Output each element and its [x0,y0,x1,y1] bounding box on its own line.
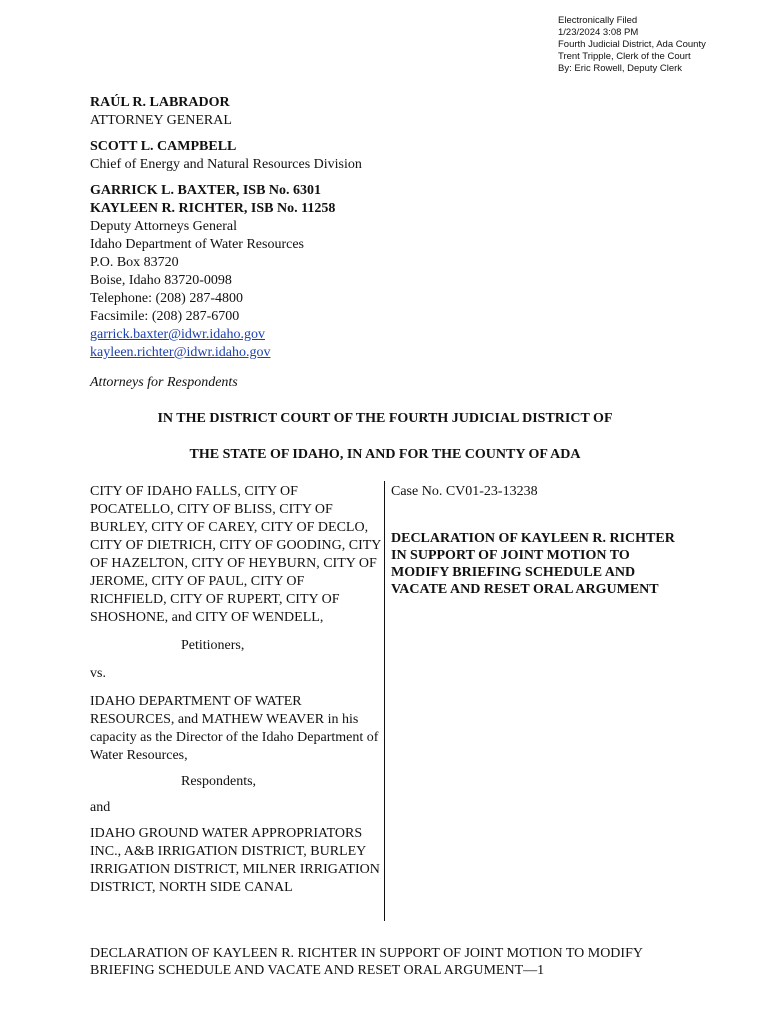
agency-name: Idaho Department of Water Resources [90,237,304,252]
stamp-line: By: Eric Rowell, Deputy Clerk [558,63,683,74]
stamp-line: Trent Tripple, Clerk of the Court [558,51,691,62]
attorney-role: Deputy Attorneys General [90,219,237,234]
division-chief-name: SCOTT L. CAMPBELL [90,139,237,154]
respondents-list: IDAHO DEPARTMENT OF WATER RESOURCES, and MATHEW WEAVER in his capacity as the Director of the Idaho Department of Water Resources, [90,694,379,763]
city-state-zip: Boise, Idaho 83720-0098 [90,273,232,288]
document-title: DECLARATION OF KAYLEEN R. RICHTER IN SUPPORT OF JOINT MOTION TO MODIFY BRIEFING SCHEDULE AND VACATE AND RESET ORAL ARGUMENT [391,531,675,597]
email-link-baxter[interactable]: garrick.baxter@idwr.idaho.gov [90,327,266,342]
petitioners-list: CITY OF IDAHO FALLS, CITY OF POCATELLO, CITY OF BLISS, CITY OF BURLEY, CITY OF CAREY, CITY OF DECLO, CITY OF DIETRICH, CITY OF GOODING, CITY OF HAZELTON, CITY OF HEYBURN, CITY OF JEROME, CITY OF PAUL, CITY OF RICHFIELD, CITY OF RUPERT, CITY OF SHOSHONE, and CITY OF WENDELL, [90,484,381,625]
petitioners-label: Petitioners, [181,638,245,653]
respondents-label: Respondents, [181,774,257,789]
facsimile: Facsimile: (208) 287-6700 [90,309,240,324]
court-heading-line1: IN THE DISTRICT COURT OF THE FOURTH JUDICIAL DISTRICT OF [157,411,613,426]
filing-stamp [558,15,706,75]
attorney-richter: KAYLEEN R. RICHTER, ISB No. 11258 [90,201,336,216]
intervenors-list: IDAHO GROUND WATER APPROPRIATORS INC., A&B IRRIGATION DISTRICT, BURLEY IRRIGATION DISTRICT, MILNER IRRIGATION DISTRICT, NORTH SIDE CANAL [90,826,380,895]
stamp-line: 1/23/2024 3:08 PM [558,27,639,38]
division-chief-title: Chief of Energy and Natural Resources Division [90,157,362,172]
and-separator: and [90,800,111,815]
attorneys-for: Attorneys for Respondents [90,375,238,390]
attorney-general-name: RAÚL R. LABRADOR [90,95,230,110]
attorney-general-title: ATTORNEY GENERAL [90,113,232,128]
page-footer: DECLARATION OF KAYLEEN R. RICHTER IN SUPPORT OF JOINT MOTION TO MODIFY BRIEFING SCHEDULE AND VACATE AND RESET ORAL ARGUMENT—1 [90,946,643,978]
case-caption-parties [90,483,382,897]
court-heading-line2: THE STATE OF IDAHO, IN AND FOR THE COUNTY OF ADA [189,447,581,462]
email-link-richter[interactable]: kayleen.richter@idwr.idaho.gov [90,345,271,360]
caption-divider [384,481,385,921]
counsel-block [90,94,362,392]
po-box: P.O. Box 83720 [90,255,179,270]
stamp-line: Electronically Filed [558,15,638,26]
stamp-line: Fourth Judicial District, Ada County [558,39,706,50]
versus: vs. [90,666,106,681]
attorney-baxter: GARRICK L. BAXTER, ISB No. 6301 [90,183,322,198]
telephone: Telephone: (208) 287-4800 [90,291,243,306]
case-number: Case No. CV01-23-13238 [391,484,538,499]
